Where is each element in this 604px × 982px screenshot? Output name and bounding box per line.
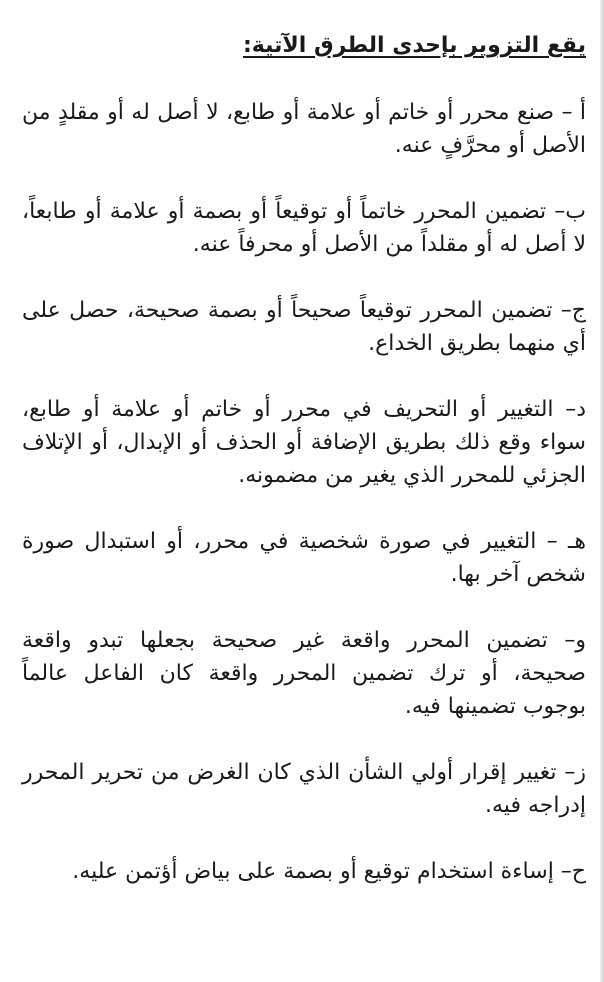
forgery-method-e: هـ – التغيير في صورة شخصية في محرر، أو استبدال صورة شخص آخر بها. <box>22 529 586 587</box>
forgery-method-g: ز– تغيير إقرار أولي الشأن الذي كان الغرض من تحرير المحرر إدراجه فيه. <box>22 760 586 818</box>
forgery-method-c: ج– تضمين المحرر توقيعاً صحيحاً أو بصمة صحيحة، حصل على أي منهما بطريق الخداع. <box>22 298 586 356</box>
forgery-method-f: و– تضمين المحرر واقعة غير صحيحة بجعلها تبدو واقعة صحيحة، أو ترك تضمين المحرر واقعة كان الفاعل عالماً بوجوب تضمينها فيه. <box>22 628 586 719</box>
forgery-method-h: ح– إساءة استخدام توقيع أو بصمة على بياض أؤتمن عليه. <box>72 859 586 884</box>
forgery-method-d: د– التغيير أو التحريف في محرر أو خاتم أو علامة أو طابع، سواء وقع ذلك بطريق الإضافة أو الحذف أو الإبدال، أو الإتلاف الجزئي للمحرر الذي يغير من مضمونه. <box>22 397 586 488</box>
forgery-method-a: أ – صنع محرر أو خاتم أو علامة أو طابع، لا أصل له أو مقلدٍ من الأصل أو محرَّفٍ عنه. <box>22 100 586 158</box>
document-heading: يقع التزوير بإحدى الطرق الآتية: <box>243 33 586 58</box>
page-edge-divider <box>600 0 604 982</box>
forgery-method-b: ب– تضمين المحرر خاتماً أو توقيعاً أو بصمة أو علامة أو طابعاً، لا أصل له أو مقلداً من الأصل أو محرفاً عنه. <box>22 199 586 257</box>
